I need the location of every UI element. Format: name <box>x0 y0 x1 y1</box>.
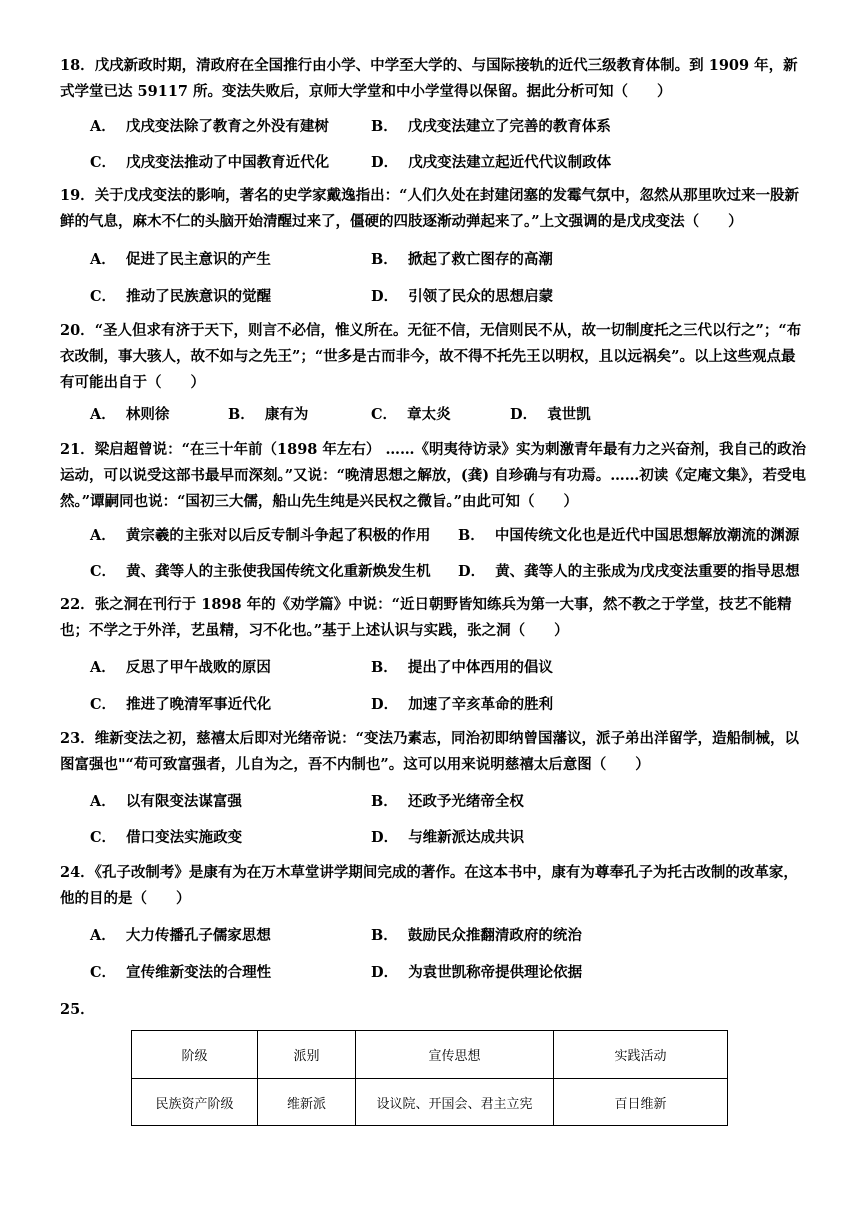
question-stem: 关于戊戌变法的影响，著名的史学家戴逸指出：“人们久处在封建闭塞的发霉气氛中，忽然从那里吹过来一股新鲜的气息，麻木不仁的头脑开始清醒过来了，僵硬的四肢逐渐动弹起来了。”上文强调的是戊戌变法（ ） <box>60 187 800 230</box>
option-c[interactable]: C． 章太炎 <box>371 406 451 423</box>
option-b[interactable]: B． 掀起了救亡图存的高潮 <box>371 251 553 268</box>
option-b[interactable]: B． 还政予光绪帝全权 <box>371 793 524 810</box>
table-cell: 百日维新 <box>554 1079 728 1126</box>
question-25-table <box>131 1030 728 1126</box>
option-c[interactable]: C． 戊戌变法推动了中国教育近代化 <box>90 154 330 171</box>
question-21 <box>60 437 810 515</box>
question-number: 23． <box>60 730 95 747</box>
option-d[interactable]: D． 戊戌变法建立起近代代议制政体 <box>371 154 612 171</box>
question-stem: 维新变法之初，慈禧太后即对光绪帝说：“变法乃素志，同治初即纳曾国藩议，派子弟出洋留学，造船制械，以图富强也"“苟可致富强者，儿自为之，吾不内制也”。这可以用来说明慈禧太后意图（ ） <box>60 730 800 773</box>
table-header-cell: 宣传思想 <box>356 1031 554 1079</box>
question-stem: “圣人但求有济于天下，则言不必信，惟义所在。无征不信，无信则民不从，故一切制度托之三代以行之”；“布衣改制，事大骇人，故不如与之先王”；“世多是古而非今，故不得不托先王以明权，且以远祸矣”。以上这些观点最有可能出自于（ ） <box>60 322 802 391</box>
table-header-cell: 阶级 <box>132 1031 258 1079</box>
question-24 <box>60 860 810 912</box>
option-a[interactable]: A． 反思了甲午战败的原因 <box>90 659 271 676</box>
question-number: 20． <box>60 322 95 339</box>
option-c[interactable]: C． 推动了民族意识的觉醒 <box>90 288 272 305</box>
question-number: 18． <box>60 57 95 74</box>
table-header-cell: 实践活动 <box>554 1031 728 1079</box>
table-cell: 维新派 <box>258 1079 356 1126</box>
option-d[interactable]: D． 为袁世凯称帝提供理论依据 <box>371 964 583 981</box>
option-a[interactable]: A． 促进了民主意识的产生 <box>90 251 271 268</box>
question-22 <box>60 592 810 644</box>
option-d[interactable]: D． 袁世凯 <box>510 406 591 423</box>
question-18 <box>60 53 810 105</box>
option-b[interactable]: B． 鼓励民众推翻清政府的统治 <box>371 927 582 944</box>
option-d[interactable]: D． 与维新派达成共识 <box>371 829 525 846</box>
option-a[interactable]: A． 以有限变法谋富强 <box>90 793 242 810</box>
table-row <box>132 1079 728 1126</box>
option-d[interactable]: D． 黄、龚等人的主张成为戊戌变法重要的指导思想 <box>458 563 800 580</box>
option-d[interactable]: D． 加速了辛亥革命的胜利 <box>371 696 554 713</box>
question-stem: 《孔子改制考》是康有为在万木草堂讲学期间完成的著作。在这本书中，康有为尊奉孔子为托古改制的改革家，他的目的是（ ） <box>60 864 798 907</box>
option-c[interactable]: C． 黄、龚等人的主张使我国传统文化重新焕发生机 <box>90 563 431 580</box>
question-23 <box>60 726 810 778</box>
question-19 <box>60 183 810 235</box>
table-header-cell: 派别 <box>258 1031 356 1079</box>
option-a[interactable]: A． 戊戌变法除了教育之外没有建树 <box>90 118 329 135</box>
question-25 <box>60 997 810 1023</box>
question-stem: 戊戌新政时期，清政府在全国推行由小学、中学至大学的、与国际接轨的近代三级教育体制。到 1909 年，新式学堂已达 59117 所。变法失败后，京师大学堂和中小学堂得以保留。据此分析可知（ ） <box>60 57 798 100</box>
option-c[interactable]: C． 推进了晚清军事近代化 <box>90 696 272 713</box>
table-header-row <box>132 1031 728 1079</box>
question-number: 19． <box>60 187 95 204</box>
table-cell: 民族资产阶级 <box>132 1079 258 1126</box>
option-a[interactable]: A． 大力传播孔子儒家思想 <box>90 927 271 944</box>
question-stem: 梁启超曾说：“在三十年前（1898 年左右） ……《明夷待访录》实为刺激青年最有力之兴奋剂，我自己的政治运动，可以说受这部书最早而深刻。”又说：“晚清思想之解放，(龚) 自珍确与有功焉。……初读《定庵文集》，若受电然。”谭嗣同也说：“国初三大儒，船山先生纯是兴民权之微旨。”由此可知（ ） <box>60 441 806 510</box>
option-a[interactable]: A． 黄宗羲的主张对以后反专制斗争起了积极的作用 <box>90 527 431 544</box>
question-stem: 张之洞在刊行于 1898 年的《劝学篇》中说：“近日朝野皆知练兵为第一大事，然不教之于学堂，技艺不能精也；不学之于外洋，艺虽精，习不化也。”基于上述认识与实践，张之洞（ ） <box>60 596 792 639</box>
option-c[interactable]: C． 宣传维新变法的合理性 <box>90 964 272 981</box>
option-b[interactable]: B． 提出了中体西用的倡议 <box>371 659 553 676</box>
question-number: 25． <box>60 1001 95 1018</box>
table-cell: 设议院、开国会、君主立宪 <box>356 1079 554 1126</box>
option-d[interactable]: D． 引领了民众的思想启蒙 <box>371 288 554 305</box>
question-number: 24． <box>60 864 95 881</box>
option-b[interactable]: B． 戊戌变法建立了完善的教育体系 <box>371 118 611 135</box>
question-number: 22． <box>60 596 95 613</box>
option-b[interactable]: B． 中国传统文化也是近代中国思想解放潮流的渊源 <box>458 527 800 544</box>
question-number: 21． <box>60 441 95 458</box>
option-b[interactable]: B． 康有为 <box>228 406 309 423</box>
option-c[interactable]: C． 借口变法实施政变 <box>90 829 243 846</box>
question-20 <box>60 318 810 396</box>
option-a[interactable]: A． 林则徐 <box>90 406 170 423</box>
